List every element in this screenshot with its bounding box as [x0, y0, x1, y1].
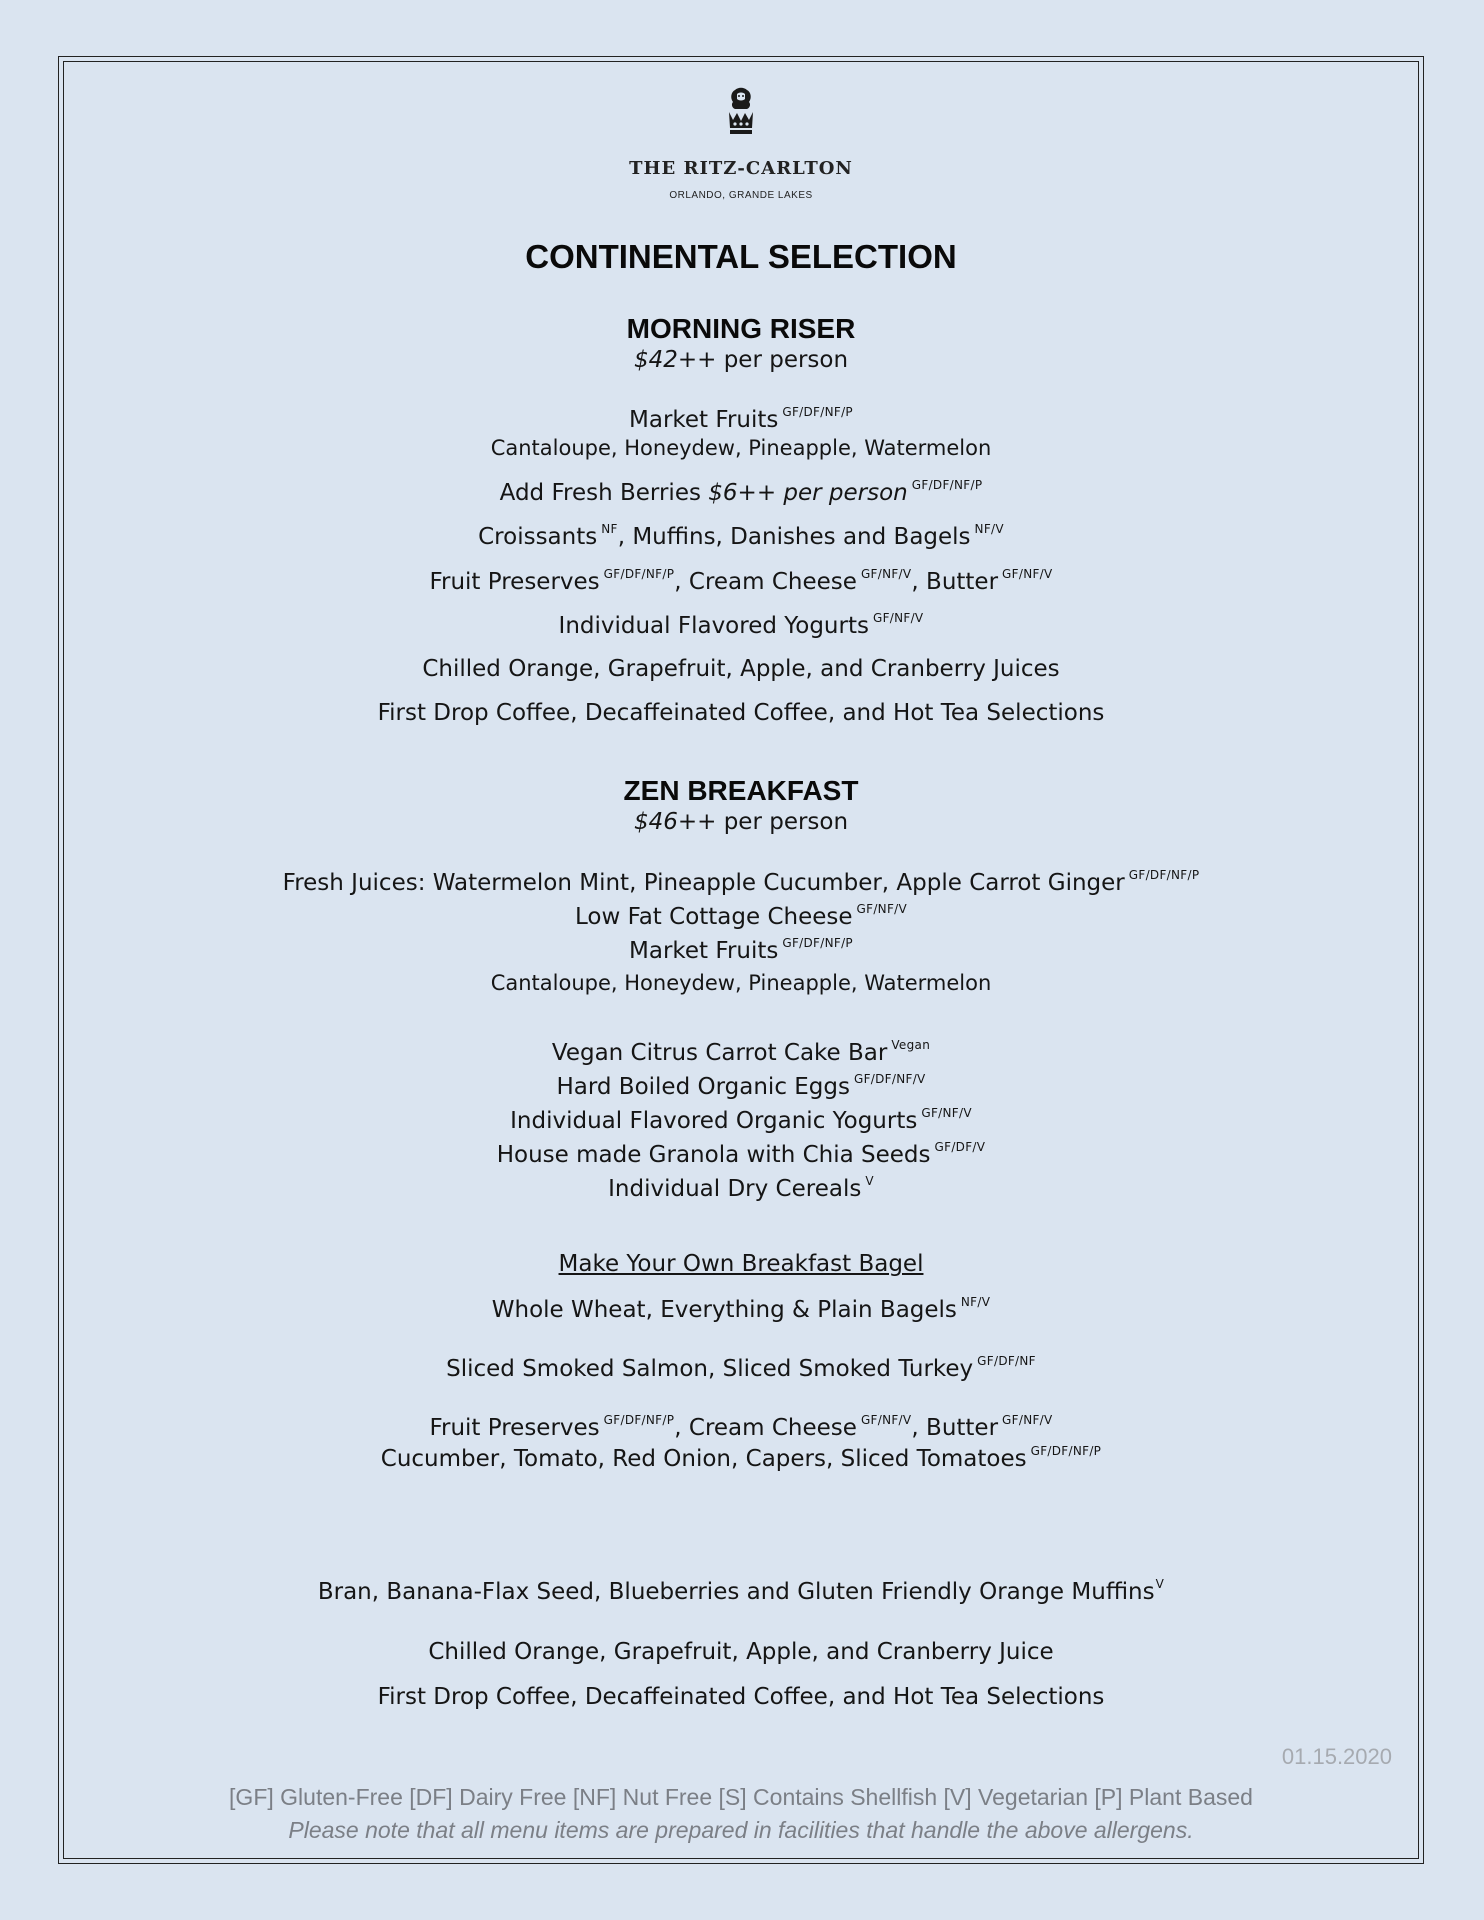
page-title: CONTINENTAL SELECTION — [525, 238, 957, 275]
menu-item: Croissants $^{NF}$, Muffins, Danishes and Bagels $^{NF/V}$ — [478, 522, 1004, 550]
brand-name: THE RITZ-CARLTON — [629, 158, 853, 179]
allergen-legend: [GF] Gluten-Free [DF] Dairy Free [NF] Nut Free [S] Contains Shellfish [V] Vegetarian [P] Plant Based — [229, 1784, 1253, 1810]
menu-item: First Drop Coffee, Decaffeinated Coffee, and Hot Tea Selections — [377, 1684, 1105, 1710]
allergen-note: Please note that all menu items are prepared in facilities that handle the above allergens. — [288, 1817, 1194, 1843]
menu-item: Vegan Citrus Carrot Cake Bar $^{Vegan}$ — [551, 1038, 931, 1066]
section-title-zen-breakfast: ZEN BREAKFAST — [623, 775, 859, 806]
menu-item-detail: Cantaloupe, Honeydew, Pineapple, Watermelon — [490, 971, 992, 995]
section-title-morning-riser: MORNING RISER — [626, 313, 856, 344]
menu-item: Add Fresh Berries $6++ per person $^{GF/DF/NF/P}$ — [499, 478, 983, 506]
brand-location: ORLANDO, GRANDE LAKES — [669, 190, 813, 201]
menu-item: Chilled Orange, Grapefruit, Apple, and Cranberry Juice — [428, 1639, 1054, 1665]
menu-item: Fruit Preserves $^{GF/DF/NF/P}$, Cream Cheese $^{GF/NF/V}$, Butter $^{GF/NF/V}$ — [429, 567, 1053, 595]
menu-item: Cucumber, Tomato, Red Onion, Capers, Sliced Tomatoes $^{GF/DF/NF/P}$ — [380, 1444, 1102, 1472]
menu-item: Individual Flavored Yogurts $^{GF/NF/V}$ — [558, 611, 924, 639]
menu-item: Individual Flavored Organic Yogurts $^{GF/NF/V}$ — [510, 1106, 972, 1134]
menu-item: Chilled Orange, Grapefruit, Apple, and Cranberry Juices — [422, 656, 1060, 682]
menu-item: Bran, Banana-Flax Seed, Blueberries and Gluten Friendly Orange Muffins$^V$ — [317, 1577, 1165, 1605]
menu-item: Whole Wheat, Everything & Plain Bagels $^{NF/V}$ — [491, 1295, 991, 1323]
menu-item: Low Fat Cottage Cheese $^{GF/NF/V}$ — [574, 902, 908, 930]
menu-item: Fresh Juices: Watermelon Mint, Pineapple Cucumber, Apple Carrot Ginger $^{GF/DF/NF/P}$ — [282, 868, 1200, 896]
morning-price: $42++ per person — [633, 347, 849, 373]
revision-date: 01.15.2020 — [1281, 1744, 1392, 1769]
menu-item: Hard Boiled Organic Eggs $^{GF/DF/NF/V}$ — [556, 1072, 926, 1100]
menu-item: Sliced Smoked Salmon, Sliced Smoked Turkey $^{GF/DF/NF}$ — [446, 1354, 1036, 1382]
bagel-subheading: Make Your Own Breakfast Bagel — [558, 1251, 924, 1277]
zen-price: $46++ per person — [633, 809, 849, 835]
menu-item: Fruit Preserves $^{GF/DF/NF/P}$, Cream Cheese $^{GF/NF/V}$, Butter $^{GF/NF/V}$ — [429, 1413, 1053, 1441]
menu-item: Market Fruits $^{GF/DF/NF/P}$ — [629, 405, 853, 433]
menu-item: First Drop Coffee, Decaffeinated Coffee, and Hot Tea Selections — [377, 700, 1105, 726]
ritz-carlton-logo-icon — [64, 84, 1418, 148]
menu-item: House made Granola with Chia Seeds $^{GF/DF/V}$ — [496, 1140, 986, 1168]
menu-item-detail: Cantaloupe, Honeydew, Pineapple, Watermelon — [490, 436, 992, 460]
menu-item: Market Fruits $^{GF/DF/NF/P}$ — [629, 936, 853, 964]
menu-item: Individual Dry Cereals $^V$ — [608, 1174, 874, 1202]
